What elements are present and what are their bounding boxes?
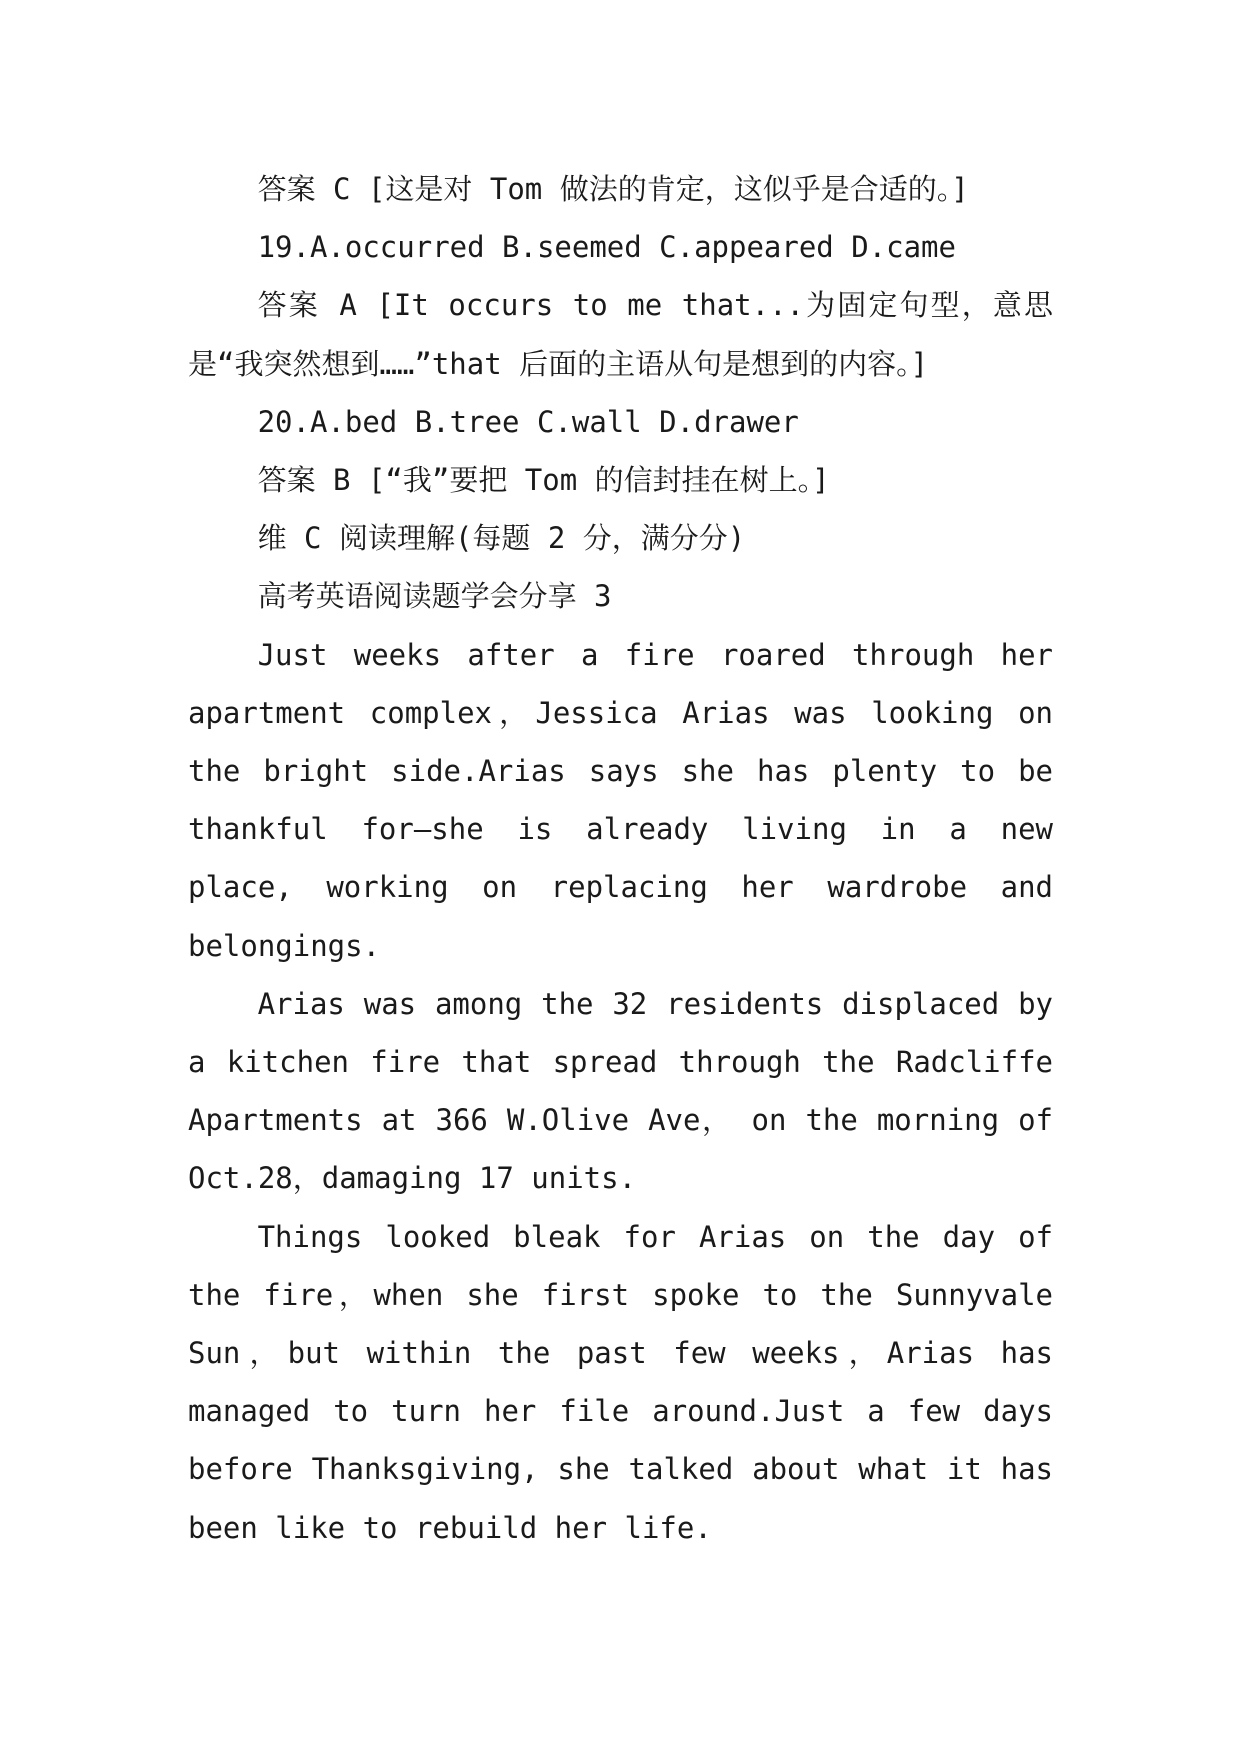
answer-20-explanation: 答案 B [“我”要把 Tom 的信封挂在树上。] [257, 463, 830, 498]
question-19-options: 19.A.occurred B.seemed C.appeared D.came [257, 230, 956, 265]
answer-19-explanation: 答案 A [It occurs to me that...为固定句型，意思是“我突然想到……”that 后面的主语从句是想到的内容。] [188, 288, 1053, 381]
article-title: 高考英语阅读题学会分享 3 [257, 579, 612, 614]
passage-paragraph-3: Things looked bleak for Arias on the day of the fire，when she first spoke to the Sunnyvale Sun，but within the past few weeks，Arias has managed to turn her file around.Just a few days before Thanksgiving, she talked about what it has been like to rebuild her life. [188, 1219, 1053, 1545]
question-20-options: 20.A.bed B.tree C.wall D.drawer [257, 404, 799, 439]
section-heading: 维 C 阅读理解(每题 2 分，满分分) [257, 521, 746, 556]
answer-18-explanation: 答案 C [这是对 Tom 做法的肯定，这似乎是合适的。] [257, 172, 969, 206]
passage-paragraph-2: Arias was among the 32 residents displaced by a kitchen fire that spread through the Radcliffe Apartments at 366 W.Olive Ave， on the morning of Oct.28，damaging 17 units. [188, 986, 1053, 1196]
document-page [188, 160, 1053, 1557]
passage-paragraph-1: Just weeks after a fire roared through her apartment complex，Jessica Arias was looking on the bright side.Arias says she has plenty to be thankful for—she is already living in a new place, working on replacing her wardrobe and belongings. [188, 637, 1053, 963]
reading-passage [188, 626, 1053, 1557]
